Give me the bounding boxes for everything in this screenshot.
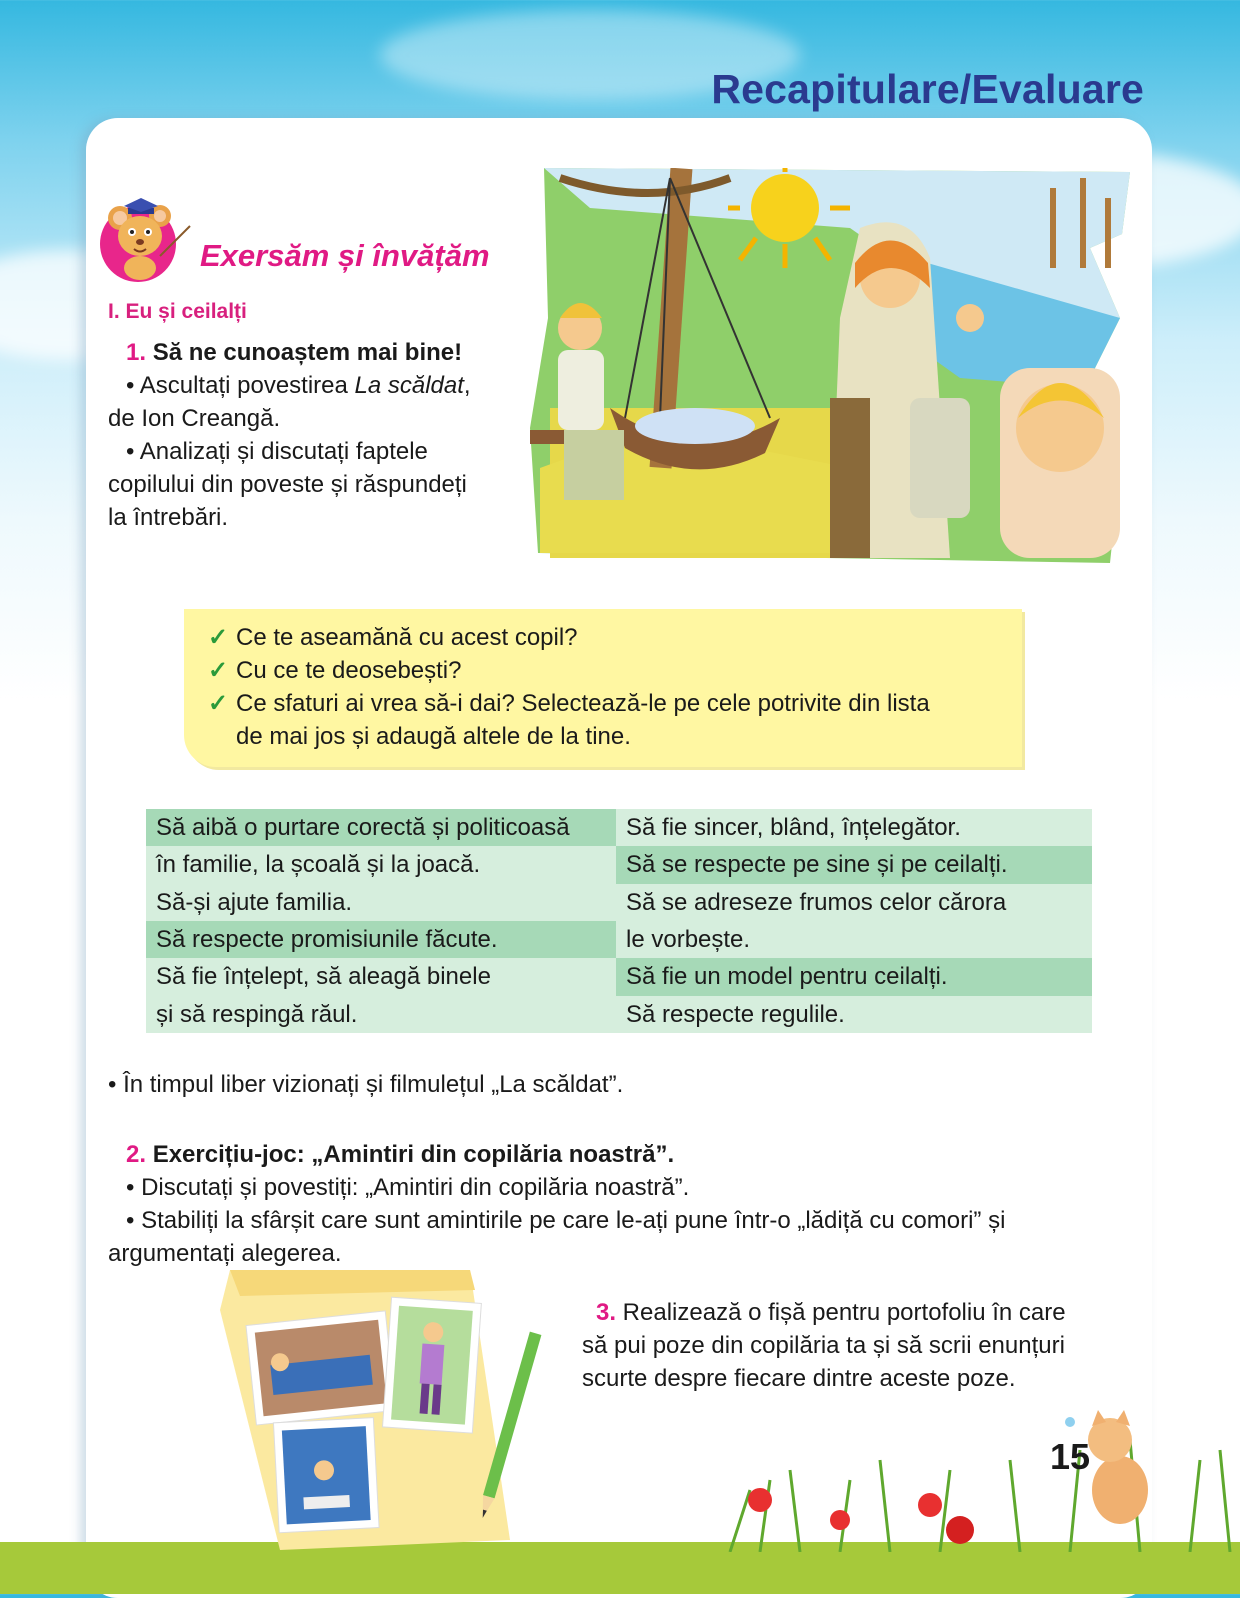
- advice-cell: Să se respecte pe sine și pe ceilalți.: [616, 846, 1092, 883]
- exercise-number: 2.: [126, 1141, 147, 1168]
- questions-box: [184, 609, 1022, 767]
- advice-cell: Să fie un model pentru ceilalți.: [616, 958, 1092, 995]
- page-number: 15: [1050, 1436, 1091, 1477]
- question-item: [208, 621, 1022, 654]
- advice-cell: Să-și ajute familia.: [146, 884, 616, 921]
- advice-cell: Să se adreseze frumos celor cărora: [616, 884, 1092, 921]
- cat-icon: [1088, 1410, 1148, 1524]
- exercise-1: [108, 336, 528, 534]
- advice-cell: Să respecte promisiunile făcute.: [146, 921, 616, 958]
- exercise-line: • Analizați și discutați faptele: [126, 438, 428, 465]
- story-illustration: [530, 168, 1130, 568]
- question-item-continuation: [208, 720, 1022, 753]
- exercise-line: să pui poze din copilăria ta și să scrii enunțuri: [582, 1332, 1065, 1359]
- exercise-line: • Discutați și povestiți: „Amintiri din copilăria noastră”.: [126, 1174, 690, 1201]
- advice-cell: Să aibă o purtare corectă și politicoasă: [146, 809, 616, 846]
- question-text: Ce sfaturi ai vrea să-i dai? Selectează-le pe cele potrivite din lista: [236, 690, 930, 717]
- exercise-line: ,: [463, 372, 471, 399]
- exercise-number: 3.: [596, 1299, 617, 1326]
- exercise-line: Realizează o fișă pentru portofoliu în care: [616, 1299, 1066, 1326]
- advice-cell: în familie, la școală și la joacă.: [146, 846, 616, 883]
- page-header-title: Recapitulare/Evaluare: [711, 66, 1144, 112]
- advice-table: [146, 809, 1092, 1033]
- boy-in-water-figure: [1000, 368, 1120, 558]
- poppy-icon: [748, 1488, 772, 1512]
- mascot-icon: [98, 186, 198, 286]
- exercise-line: la întrebări.: [108, 504, 229, 531]
- exercise-line: de Ion Creangă.: [108, 405, 281, 432]
- exercise-3: [582, 1296, 1082, 1395]
- exercise-line: scurte despre fiecare dintre aceste poze.: [582, 1365, 1016, 1392]
- exercise-number: 1.: [126, 339, 147, 366]
- butterfly-icon: [1065, 1417, 1075, 1427]
- question-item: [208, 654, 1022, 687]
- check-icon: ✓: [208, 690, 229, 717]
- advice-cell: și să respingă răul.: [146, 996, 616, 1033]
- check-icon: ✓: [208, 657, 229, 684]
- exercise-line: • Ascultați povestirea: [126, 372, 355, 399]
- portfolio-illustration: [210, 1270, 560, 1550]
- flowers-decoration: [720, 1410, 1240, 1552]
- swimming-child-figure: [956, 304, 984, 332]
- question-text: de mai jos și adaugă altele de la tine.: [236, 723, 631, 750]
- photo-reading-child: [273, 1418, 379, 1533]
- photo-child-backpack: [383, 1297, 482, 1433]
- question-text: Cu ce te deosebești?: [236, 657, 462, 684]
- section-heading: Exersăm și învățăm: [200, 238, 490, 273]
- advice-cell: le vorbește.: [616, 921, 1092, 958]
- advice-cell: Să respecte regulile.: [616, 996, 1092, 1033]
- exercise-title: Să ne cunoaștem mai bine!: [152, 339, 463, 366]
- check-icon: ✓: [208, 624, 229, 651]
- story-title: La scăldat: [354, 372, 464, 399]
- exercise-line: • Stabiliți la sfârșit care sunt amintirile pe care le-ați pune într-o „lădiță cu comori” și: [126, 1207, 1006, 1234]
- exercise-title: Exercițiu-joc: „Amintiri din copilăria noastră”.: [152, 1141, 675, 1168]
- question-item: [208, 687, 1022, 720]
- advice-cell: Să fie sincer, blând, înțelegător.: [616, 809, 1092, 846]
- exercise-2: [108, 1138, 1138, 1270]
- photo-bed: [246, 1311, 396, 1425]
- advice-cell: Să fie înțelept, să aleagă binele: [146, 958, 616, 995]
- exercise-line: copilului din poveste și răspundeți: [108, 471, 467, 498]
- question-text: Ce te aseamănă cu acest copil?: [236, 624, 578, 651]
- video-note: • În timpul liber vizionați și filmulețul „La scăldat”.: [108, 1071, 624, 1098]
- exercise-line: argumentați alegerea.: [108, 1240, 342, 1267]
- part-title: I. Eu și ceilalți: [108, 300, 247, 323]
